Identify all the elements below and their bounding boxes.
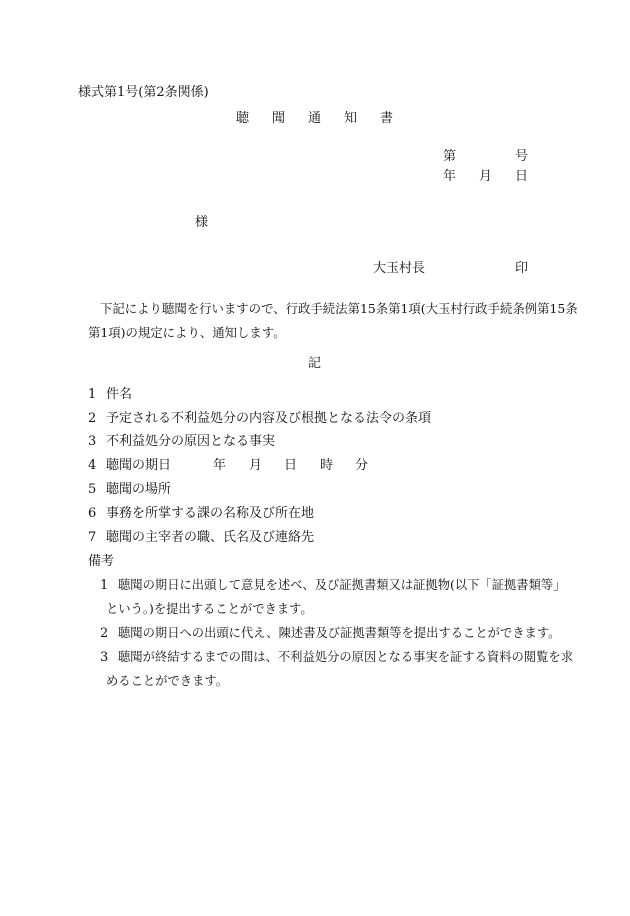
item-text: 聴聞の主宰者の職、氏名及び連絡先	[106, 530, 315, 545]
item-text: 事務を所掌する課の名称及び所在地	[106, 506, 315, 521]
item-number: 3	[88, 434, 97, 449]
item-text: 不利益処分の原因となる事実	[106, 434, 276, 449]
item-text: 聴聞の場所	[106, 482, 172, 497]
title-char: 聞	[272, 111, 286, 126]
date-day: 日	[515, 169, 529, 184]
remark-text-cont: めることができます。	[106, 674, 228, 688]
title-char: 通	[308, 111, 322, 126]
item-number: 5	[88, 482, 97, 497]
date-month: 月	[479, 169, 493, 184]
remarks-heading: 備考	[88, 554, 115, 569]
item-text: 件名	[106, 387, 133, 402]
number-dai: 第	[443, 149, 457, 164]
hearing-date-unit: 年	[213, 458, 227, 473]
hearing-date-unit: 時	[320, 458, 334, 473]
hearing-date-unit: 月	[249, 458, 263, 473]
remark-number: 2	[100, 626, 109, 641]
form-label: 様式第1号(第2条関係)	[78, 85, 209, 100]
issuer-name: 大玉村長	[373, 261, 426, 276]
remark-number: 3	[100, 650, 109, 665]
date-year: 年	[443, 169, 457, 184]
remark-text: 聴聞の期日への出頭に代え、陳述書及び証拠書類等を提出することができます。	[118, 626, 561, 640]
item-number: 2	[88, 411, 97, 426]
ki-heading: 記	[308, 356, 322, 371]
hearing-date-unit: 分	[355, 458, 369, 473]
item-number: 7	[88, 530, 97, 545]
number-go: 号	[515, 149, 529, 164]
remark-text: 聴聞が終結するまでの間は、不利益処分の原因となる事実を証する資料の閲覧を求	[118, 650, 573, 664]
item-number: 1	[88, 387, 97, 402]
title-char: 聴	[236, 111, 250, 126]
remark-text-cont: という。)を提出することができます。	[106, 602, 313, 616]
title-char: 書	[380, 111, 394, 126]
item-number: 4	[88, 458, 97, 473]
intro-line-1: 下記により聴聞を行いますので、行政手続法第15条第1項(大玉村行政手続条例第15条	[100, 301, 578, 316]
item-number: 6	[88, 506, 97, 521]
item-text: 予定される不利益処分の内容及び根拠となる法令の条項	[106, 411, 432, 426]
title-char: 知	[344, 111, 358, 126]
addressee-suffix: 様	[195, 215, 209, 230]
remark-number: 1	[100, 578, 109, 593]
intro-line-2: 第1項)の規定により、通知します。	[88, 325, 286, 340]
remark-text: 聴聞の期日に出頭して意見を述べ、及び証拠書類又は証拠物(以下「証拠書類等」	[118, 578, 566, 592]
hearing-date-unit: 日	[284, 458, 298, 473]
item-text: 聴聞の期日	[106, 458, 172, 473]
issuer-seal: 印	[515, 261, 529, 276]
